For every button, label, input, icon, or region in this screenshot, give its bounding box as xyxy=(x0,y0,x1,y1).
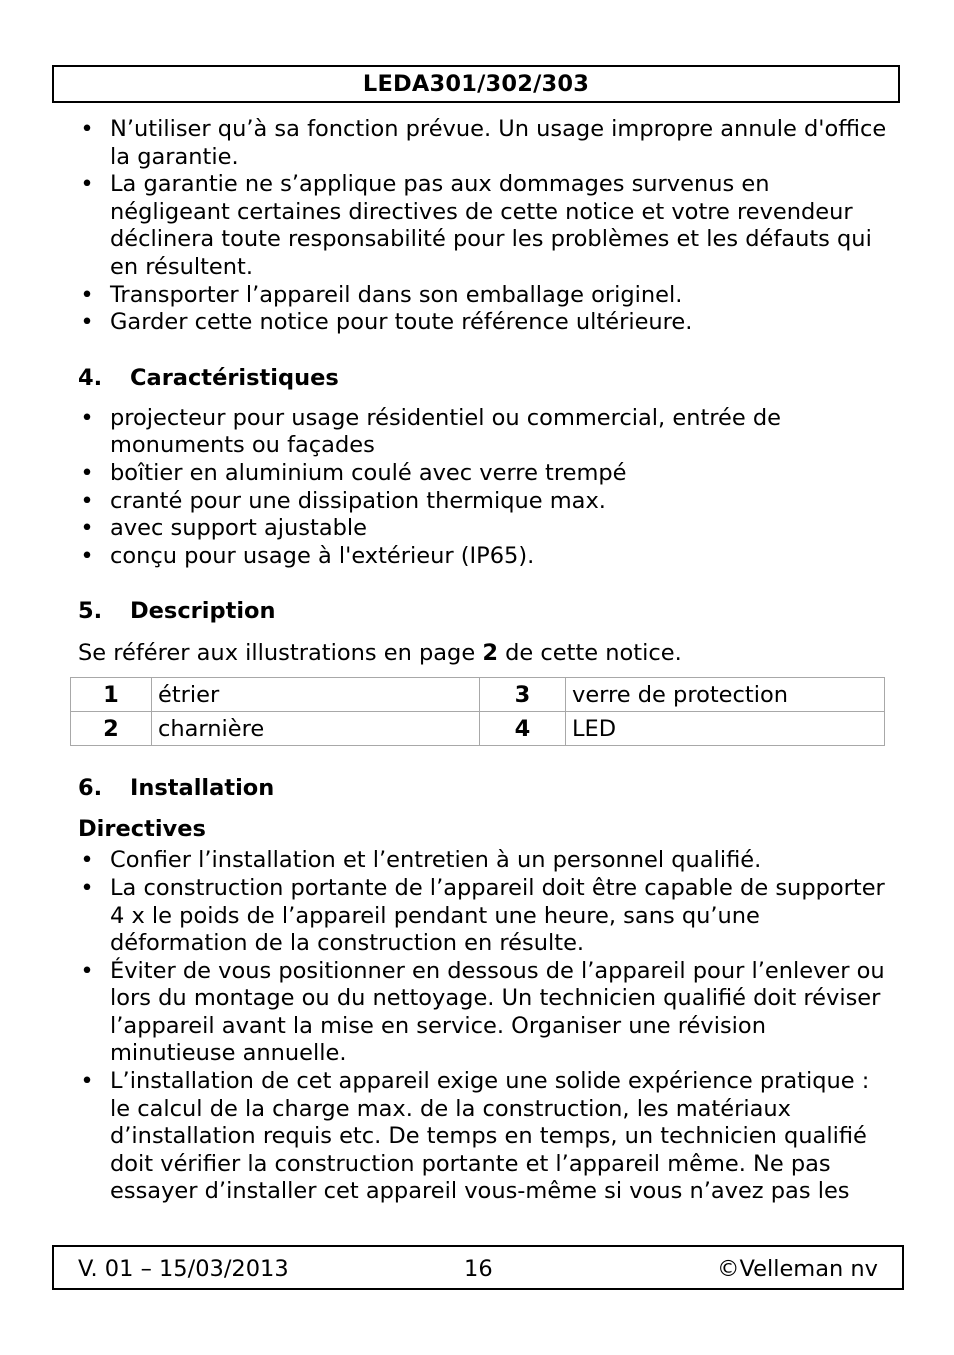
bullet-icon: • xyxy=(80,281,94,308)
page-header xyxy=(52,65,900,103)
page-reference: 2 xyxy=(482,640,498,667)
section-title: Description xyxy=(130,598,276,625)
section-number: 5. xyxy=(78,598,103,625)
list-item: • Éviter de vous positionner en dessous de l’appareil pour l’enlever ou lors du montage ou du nettoyage. Un technicien qualifié doit réviser l’appareil avant la mise en service. Organiser une révision minutieuse annuelle. xyxy=(80,957,885,1067)
features-bullet-list xyxy=(78,405,888,571)
bullet-icon: • xyxy=(80,874,94,901)
footer-page-number: 16 xyxy=(464,1256,493,1282)
bullet-icon: • xyxy=(80,404,94,431)
parts-table xyxy=(70,677,885,746)
page-content xyxy=(78,116,888,1206)
bullet-icon: • xyxy=(80,171,94,198)
bullet-icon: • xyxy=(80,847,94,874)
intro-bullet-list xyxy=(78,116,888,337)
list-item: • boîtier en aluminium coulé avec verre trempé xyxy=(80,459,627,486)
section-title: Caractéristiques xyxy=(130,364,339,391)
part-number: 3 xyxy=(480,678,566,712)
list-item: • projecteur pour usage résidentiel ou commercial, entrée de monuments ou façades xyxy=(80,404,781,459)
list-item: • avec support ajustable xyxy=(80,515,368,542)
part-number: 1 xyxy=(71,678,152,712)
part-label: LED xyxy=(566,712,885,746)
description-paragraph: Se référer aux illustrations en page 2 de cette notice. xyxy=(78,640,682,667)
list-item: • Transporter l’appareil dans son emballage originel. xyxy=(80,281,683,308)
bullet-icon: • xyxy=(80,487,94,514)
part-label: étrier xyxy=(152,678,480,712)
section-heading-caracteristiques xyxy=(78,364,888,392)
list-item: • N’utiliser qu’à sa fonction prévue. Un usage impropre annule d'office la garantie. xyxy=(80,116,887,170)
list-item: • La garantie ne s’applique pas aux dommages survenus en négligeant certaines directives de cette notice et votre revendeur déclinera toute responsabilité pour les problèmes et les défauts qui en résultent. xyxy=(80,171,872,280)
header-title: LEDA301/302/303 xyxy=(362,71,590,97)
section-heading-description xyxy=(78,597,888,625)
bullet-icon: • xyxy=(80,116,94,142)
part-number: 4 xyxy=(480,712,566,746)
list-item: • La construction portante de l’appareil doit être capable de supporter 4 x le poids de l’appareil pendant une heure, sans qu’une déformation de la construction en résulte. xyxy=(80,874,885,957)
section-heading-installation xyxy=(78,774,888,802)
bullet-icon: • xyxy=(80,515,94,542)
bullet-icon: • xyxy=(80,542,94,569)
section-number: 6. xyxy=(78,775,103,802)
subheading-directives: Directives xyxy=(78,816,206,843)
bullet-icon: • xyxy=(80,957,94,984)
list-item: • Confier l’installation et l’entretien à un personnel qualifié. xyxy=(80,847,762,874)
list-item: • cranté pour une dissipation thermique max. xyxy=(80,487,606,514)
list-item: • conçu pour usage à l'extérieur (IP65). xyxy=(80,542,535,569)
list-item: • L’installation de cet appareil exige une solide expérience pratique : le calcul de la charge max. de la construction, les matériaux d’installation requis etc. De temps en temps, un technicien qualifié doit vérifier la construction portante et l’appareil même. Ne pas essayer d’installer cet appareil vous-même si vous n’avez pas les xyxy=(80,1068,870,1205)
part-label: charnière xyxy=(152,712,480,746)
bullet-icon: • xyxy=(80,309,94,336)
footer-version: V. 01 – 15/03/2013 xyxy=(78,1256,289,1282)
section-title: Installation xyxy=(130,775,275,802)
part-label: verre de protection xyxy=(566,678,885,712)
table-row xyxy=(71,678,885,712)
bullet-icon: • xyxy=(80,1068,94,1095)
section-number: 4. xyxy=(78,364,103,391)
bullet-icon: • xyxy=(80,459,94,486)
table-row xyxy=(71,712,885,746)
part-number: 2 xyxy=(71,712,152,746)
list-item: • Garder cette notice pour toute référence ultérieure. xyxy=(80,309,693,336)
footer-copyright: ©Velleman nv xyxy=(716,1256,878,1282)
page-footer xyxy=(52,1245,904,1290)
installation-bullet-list xyxy=(78,847,888,1206)
